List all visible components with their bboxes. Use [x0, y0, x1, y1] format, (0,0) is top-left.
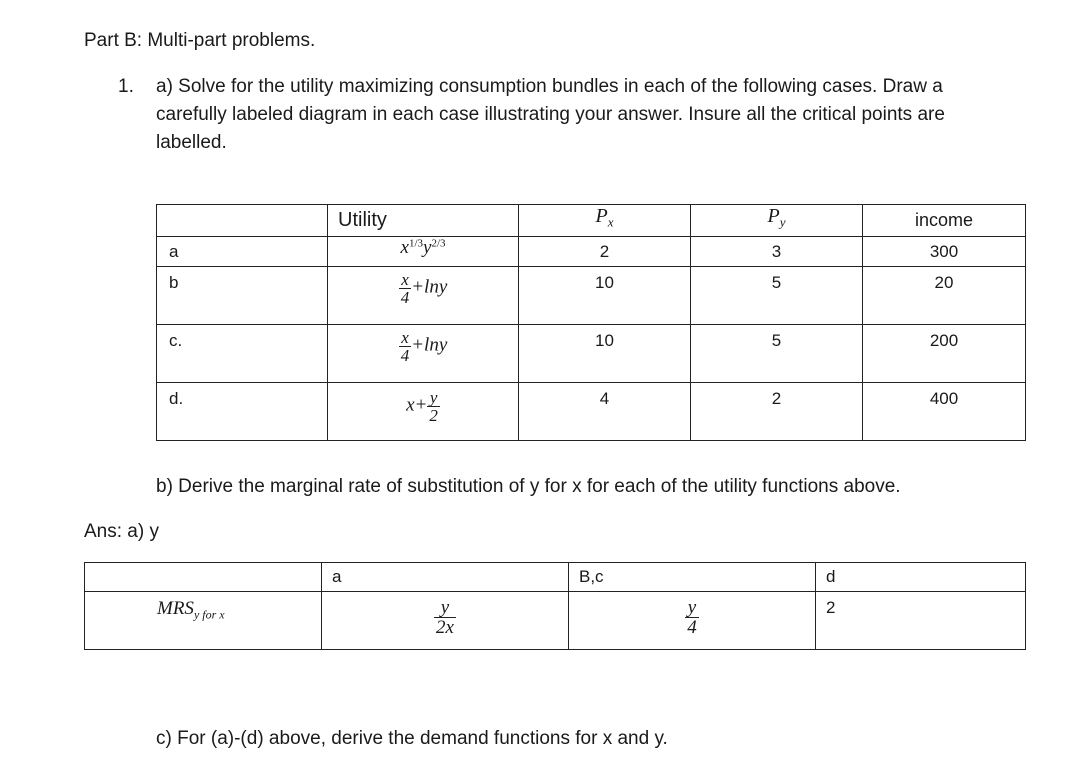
- utility-cell: $x^{1/3}y^{2/3}$: [328, 237, 519, 267]
- utility-cell: x+ $\frac{y}{2}$: [328, 383, 519, 441]
- table-row: [157, 383, 1026, 441]
- row-label: b: [157, 267, 328, 325]
- row-label: d.: [157, 383, 328, 441]
- px-cell: 10: [519, 325, 691, 383]
- mrs-table: [84, 562, 1026, 650]
- py-cell: 3: [691, 237, 863, 267]
- px-cell: 2: [519, 237, 691, 267]
- part-a-line1: a) Solve for the utility maximizing consumption bundles in each of the following cases. Draw a: [156, 76, 943, 97]
- mrs-a-cell: $\frac{y}{2x}$: [322, 592, 569, 650]
- py-header: $P_y$: [691, 205, 863, 237]
- utility-table-header: [157, 205, 1026, 237]
- mrs-header-d: d: [816, 563, 1026, 592]
- income-cell: 300: [863, 237, 1026, 267]
- py-cell: 2: [691, 383, 863, 441]
- table-row: [85, 592, 1026, 650]
- income-cell: 400: [863, 383, 1026, 441]
- row-label: c.: [157, 325, 328, 383]
- mrs-bc-cell: $\frac{y}{4}$: [569, 592, 816, 650]
- income-header: income: [863, 205, 1026, 237]
- px-cell: 4: [519, 383, 691, 441]
- utility-header: Utility: [328, 205, 519, 237]
- py-cell: 5: [691, 325, 863, 383]
- mrs-header-bc: B,c: [569, 563, 816, 592]
- mrs-header-a: a: [322, 563, 569, 592]
- mrs-table-header: [85, 563, 1026, 592]
- table-row: [157, 325, 1026, 383]
- mrs-row-label: $MRS_{y for x}$: [85, 592, 322, 650]
- utility-table: [156, 204, 1026, 441]
- px-header: $P_x$: [519, 205, 691, 237]
- answer-label: Ans: a) y: [84, 521, 159, 542]
- utility-cell: $\frac{x}{4}$ +lny: [328, 325, 519, 383]
- px-cell: 10: [519, 267, 691, 325]
- part-c-text: c) For (a)-(d) above, derive the demand functions for x and y.: [156, 728, 668, 749]
- utility-cell: $\frac{x}{4}$ +lny: [328, 267, 519, 325]
- problem-number: 1.: [118, 76, 134, 97]
- row-label: a: [157, 237, 328, 267]
- table-row: [157, 267, 1026, 325]
- part-a-line2: carefully labeled diagram in each case illustrating your answer. Insure all the critical points are: [156, 104, 945, 125]
- part-a-line3: labelled.: [156, 132, 227, 153]
- income-cell: 20: [863, 267, 1026, 325]
- income-cell: 200: [863, 325, 1026, 383]
- part-b-text: b) Derive the marginal rate of substitution of y for x for each of the utility functions above.: [156, 476, 901, 497]
- page-heading: Part B: Multi-part problems.: [84, 30, 316, 51]
- mrs-d-cell: 2: [816, 592, 1026, 650]
- table-row: [157, 237, 1026, 267]
- py-cell: 5: [691, 267, 863, 325]
